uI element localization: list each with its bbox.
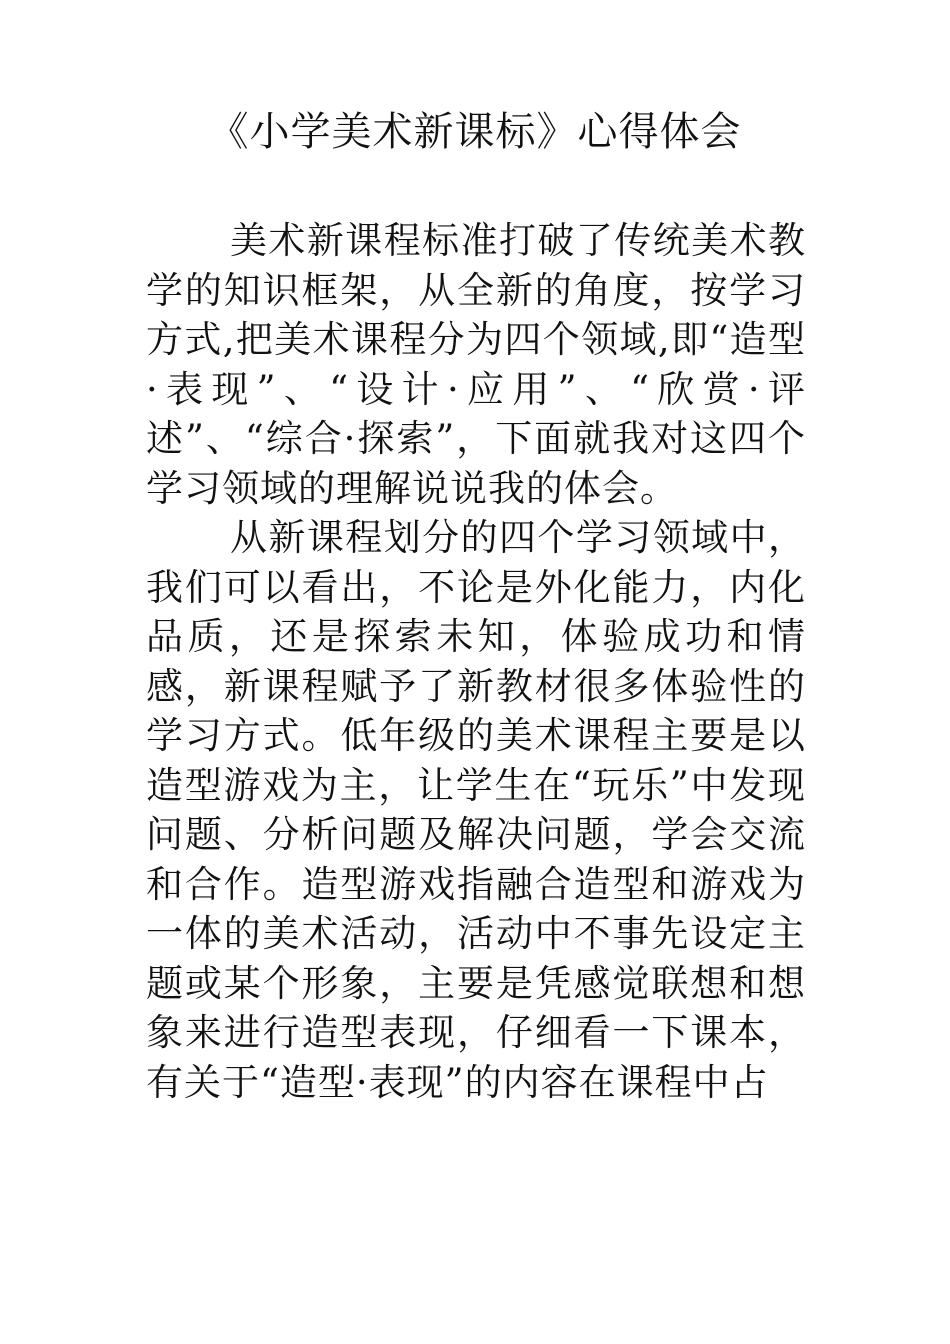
document-title: 《小学美术新课标》心得体会 bbox=[208, 109, 742, 155]
paragraph-1: 美术新课程标准打破了传统美术教学的知识框架，从全新的角度，按学习方式,把美术课程分为四个领域,即“造型·表现”、“设计·应用”、“欣赏·评述”、“综合·探索”，下面就我对这四个学习领域的理解说说我的体会。 bbox=[146, 219, 806, 510]
paragraph-2: 从新课程划分的四个学习领域中，我们可以看出，不论是外化能力，内化品质，还是探索未知，体验成功和情感，新课程赋予了新教材很多体验性的学习方式。低年级的美术课程主要是以造型游戏为主，让学生在“玩乐”中发现问题、分析问题及解决问题，学会交流和合作。造型游戏指融合造型和游戏为一体的美术活动，活动中不事先设定主题或某个形象，主要是凭感觉联想和想象来进行造型表现，仔细看一下课本，有关于“造型·表现”的内容在课程中占 bbox=[146, 516, 806, 1104]
document-body bbox=[146, 216, 806, 1107]
